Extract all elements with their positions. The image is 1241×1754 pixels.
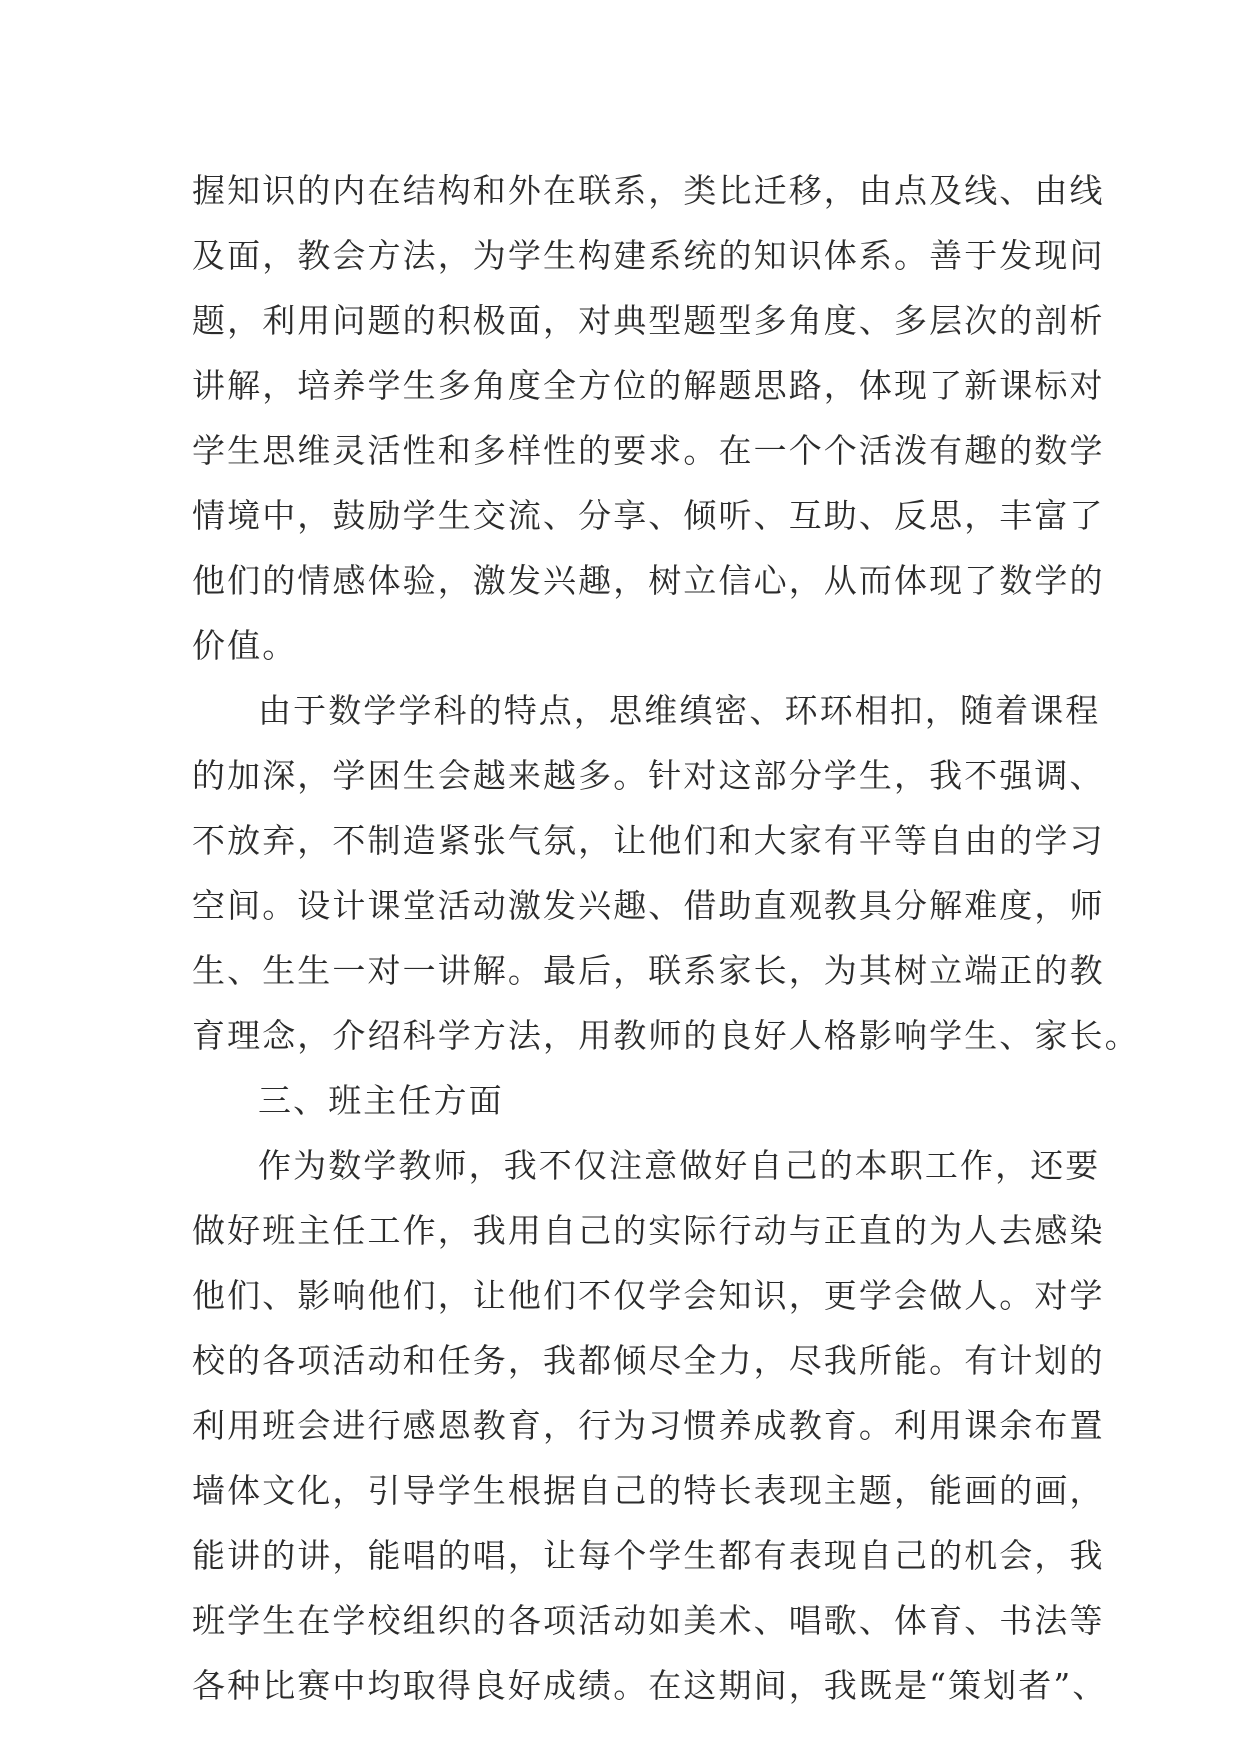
text-line: 他们的情感体验，激发兴趣，树立信心，从而体现了数学的 [192, 561, 1105, 600]
text-line: 他们、影响他们，让他们不仅学会知识，更学会做人。对学 [192, 1276, 1105, 1315]
paragraph-start-line: 作为数学教师，我不仅注意做好自己的本职工作，还要 [258, 1146, 1101, 1185]
text-line: 不放弃，不制造紧张气氛，让他们和大家有平等自由的学习 [192, 821, 1105, 860]
text-line: 利用班会进行感恩教育，行为习惯养成教育。利用课余布置 [192, 1406, 1105, 1445]
text-line: 墙体文化，引导学生根据自己的特长表现主题，能画的画， [192, 1471, 1105, 1510]
text-line: 育理念，介绍科学方法，用教师的良好人格影响学生、家长。 [192, 1016, 1140, 1055]
text-line: 空间。设计课堂活动激发兴趣、借助直观教具分解难度，师 [192, 886, 1105, 925]
text-line: 的加深，学困生会越来越多。针对这部分学生，我不强调、 [192, 756, 1105, 795]
paragraph-start-line: 由于数学学科的特点，思维缜密、环环相扣，随着课程 [258, 691, 1101, 730]
text-line: 做好班主任工作，我用自己的实际行动与正直的为人去感染 [192, 1211, 1105, 1250]
text-line: 讲解，培养学生多角度全方位的解题思路，体现了新课标对 [192, 366, 1105, 405]
text-line: 生、生生一对一讲解。最后，联系家长，为其树立端正的教 [192, 951, 1105, 990]
text-line: 情境中，鼓励学生交流、分享、倾听、互助、反思，丰富了 [192, 496, 1105, 535]
text-line: 能讲的讲，能唱的唱，让每个学生都有表现自己的机会，我 [192, 1536, 1105, 1575]
text-line: 握知识的内在结构和外在联系，类比迁移，由点及线、由线 [192, 171, 1105, 210]
body-text [192, 158, 1140, 1718]
text-line: 及面，教会方法，为学生构建系统的知识体系。善于发现问 [192, 236, 1105, 275]
text-line: 学生思维灵活性和多样性的要求。在一个个活泼有趣的数学 [192, 431, 1105, 470]
text-line: 校的各项活动和任务，我都倾尽全力，尽我所能。有计划的 [192, 1341, 1105, 1380]
text-line: 价值。 [192, 626, 298, 665]
text-line: 题，利用问题的积极面，对典型题型多角度、多层次的剖析 [192, 301, 1105, 340]
text-line: 班学生在学校组织的各项活动如美术、唱歌、体育、书法等 [192, 1601, 1105, 1640]
text-line: 各种比赛中均取得良好成绩。在这期间，我既是“策划者”、 [192, 1666, 1108, 1705]
section-heading: 三、班主任方面 [258, 1081, 504, 1120]
